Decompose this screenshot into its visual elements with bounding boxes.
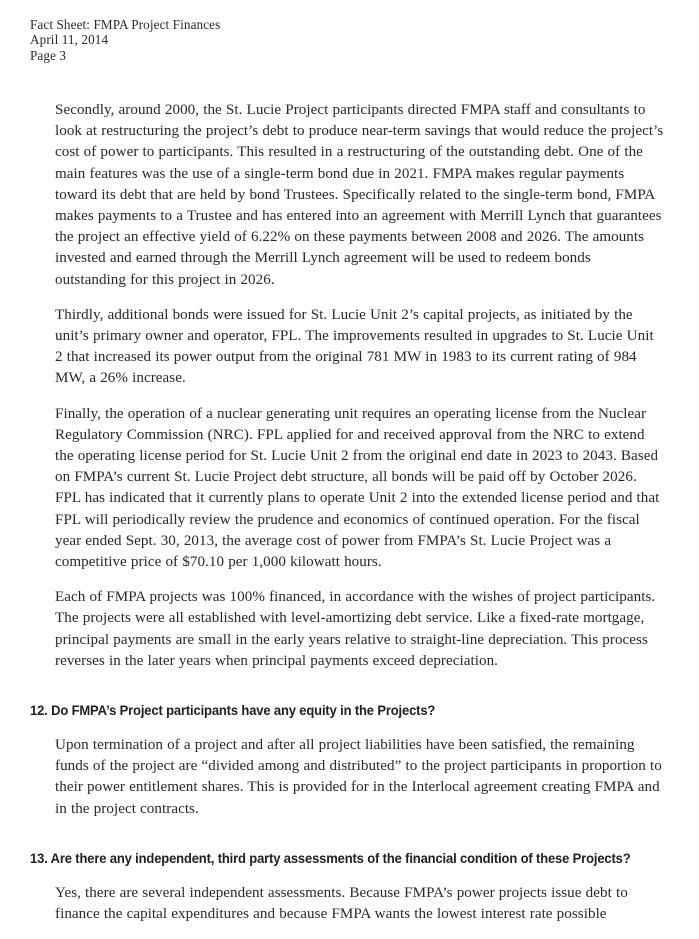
question-heading-12: 12. Do FMPA’s Project participants have any equity in the Projects? xyxy=(30,703,436,719)
spacer xyxy=(55,834,665,849)
document-body xyxy=(30,100,665,939)
document-header xyxy=(30,17,220,63)
spacer xyxy=(55,721,665,735)
paragraph-financing: Each of FMPA projects was 100% financed, in accordance with the wishes of project participants. The projects were all established with level-amortizing debt service. Like a fixed-rate mortgage, principal payments are small in the early years relative to straight-line depreciation. This process reverses in the later years when principal payments exceed depreciation. xyxy=(55,589,656,669)
paragraph-thirdly: Thirdly, additional bonds were issued for St. Lucie Unit 2’s capital projects, as initiated by the unit’s primary owner and operator, FPL. The improvements resulted in upgrades to St. Lucie Unit 2 that increased its power output from the original 781 MW in 1983 to its current rating of 984 MW, a 26% increase. xyxy=(55,306,654,387)
header-title: Fact Sheet: FMPA Project Finances xyxy=(30,17,221,32)
header-page-number: Page 3 xyxy=(30,47,67,63)
paragraph-secondly: Secondly, around 2000, the St. Lucie Project participants directed FMPA staff and consultants to look at restructuring the project’s debt to produce near-term savings that would reduce the project’s cost of power to participants. This resulted in a restructuring of the outstanding debt. One of the main features was the use of a single-term bond due in 2021. FMPA makes regular payments toward its debt that are held by bond Trustees. Specifically related to the single-term bond, FMPA makes payments to a Trustee and has entered into an agreement with Merrill Lynch that guarantees the project an effective yield of 6.22% on these payments between 2008 and 2026. The amounts invested and earned through the Merrill Lynch agreement will be used to redeem bonds outstanding for this project in 2026. xyxy=(55,102,664,288)
paragraph-answer-12: Upon termination of a project and after all project liabilities have been satisfied, the remaining funds of the project are “divided among and distributed” to the project participants in proportion to their power entitlement shares. This is provided for in the Interlocal agreement creating FMPA and in the project contracts. xyxy=(55,737,662,817)
spacer xyxy=(55,686,665,701)
spacer xyxy=(55,869,665,883)
paragraph-finally: Finally, the operation of a nuclear generating unit requires an operating license from the Nuclear Regulatory Commission (NRC). FPL applied for and received approval from the NRC to extend the operating license period for St. Lucie Unit 2 from the original end date in 2023 to 2043. Based on FMPA’s current St. Lucie Project debt structure, all bonds will be paid off by October 2026. FPL has indicated that it currently plans to operate Unit 2 into the extended license period and that FPL will periodically review the prudence and economics of continued operation. For the fiscal year ended Sept. 30, 2013, the average cost of power from FMPA’s St. Lucie Project was a competitive price of $70.10 per 1,000 kilowatt hours. xyxy=(55,405,660,571)
header-date: April 11, 2014 xyxy=(30,32,109,48)
question-heading-13: 13. Are there any independent, third party assessments of the financial condition of these Projects? xyxy=(30,850,631,866)
paragraph-answer-13: Yes, there are several independent assessments. Because FMPA’s power projects issue debt to finance the capital expenditures and because FMPA wants the lowest interest rate possible xyxy=(55,884,628,923)
